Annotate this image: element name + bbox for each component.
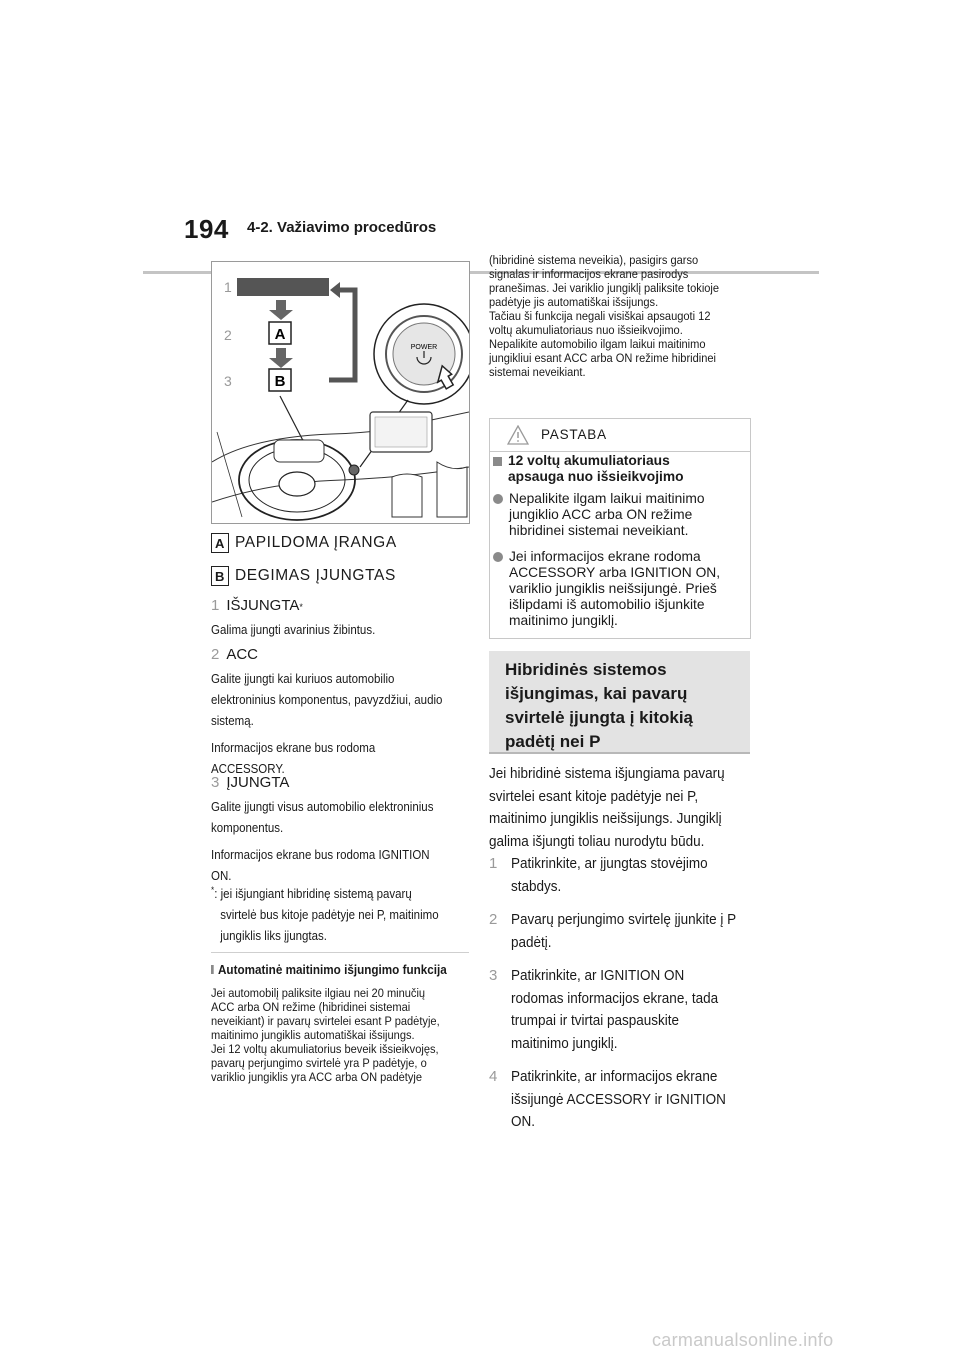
square-bullet-icon: [493, 457, 502, 466]
caution-heading-line: 12 voltų akumuliatoriaus: [508, 453, 670, 468]
auto-off-line: ACC arba ON režime (hibridinei sistemai: [211, 1000, 411, 1014]
fig-label-b: B: [274, 373, 286, 390]
mode-on-line: ON.: [211, 869, 232, 883]
mode-off-footnote-mark: *: [299, 602, 303, 612]
mode-acc: [211, 646, 469, 780]
step-line: Patikrinkite, ar informacijos ekrane: [511, 1068, 718, 1085]
caution-bullet-line: variklio jungiklis neišsijungė. Prieš: [509, 581, 717, 596]
section-banner: [489, 651, 750, 754]
auto-off-continued: [489, 253, 725, 379]
step-item: [489, 909, 751, 954]
step-line: Pavarų perjungimo svirtelę įjunkite į P: [511, 911, 737, 928]
fig-label-a: A: [274, 326, 286, 343]
continued-line: padėtyje jis automatiškai išsijungs.: [489, 295, 659, 309]
caution-bullet-line: Nepalikite ilgam laikui maitinimo: [509, 491, 705, 506]
step-line: stabdys.: [511, 877, 562, 895]
continued-line: pranešimas. Jei variklio jungiklį paliksite tokioje: [489, 281, 720, 295]
caution-box: [489, 418, 751, 639]
continued-line: Nepalikite automobilio ilgam laikui maitinimo: [489, 337, 706, 351]
caution-bullet-line: Jei informacijos ekrane rodoma: [509, 549, 701, 564]
continued-line: jungikliui esant ACC arba ON režime hibridinei: [489, 351, 716, 365]
auto-off-section: [211, 962, 473, 1084]
arrow-down-icon: [269, 300, 293, 320]
mode-off-number: 1: [211, 597, 220, 614]
continued-line: signalas ir informacijos ekrane pasirodys: [489, 267, 689, 281]
section-title: 4-2. Važiavimo procedūros: [247, 219, 437, 236]
caution-bullet-line: ACCESSORY arba IGNITION ON,: [509, 565, 721, 580]
auto-off-line: pavarų perjungimo svirtelė yra P padėtyje, o: [211, 1056, 427, 1070]
steps-list: [489, 853, 751, 1134]
footnote: [211, 880, 469, 947]
step-line: rodomas informacijos ekrane, tada: [511, 989, 719, 1007]
footnote-line: jungiklis liks įjungtas.: [220, 929, 327, 944]
auto-off-line: variklio jungiklis yra ACC arba ON padėtyje: [211, 1070, 422, 1084]
step-item: [489, 853, 751, 898]
section-divider: [211, 952, 469, 953]
warning-triangle-icon: [507, 425, 529, 445]
mode-acc-line: sistemą.: [211, 714, 254, 728]
continued-line: Tačiau ši funkcija negali visiškai apsaugoti 12: [489, 309, 711, 323]
caution-bullet-line: hibridinei sistemai neveikiant.: [509, 523, 689, 538]
banner-line: išjungimas, kai pavarų: [505, 684, 688, 703]
step-number: 1: [489, 855, 498, 872]
intro-paragraph: [489, 763, 751, 853]
page-number: 194: [184, 214, 229, 244]
caution-heading-line: apsauga nuo išsieikvojimo: [508, 469, 684, 484]
mode-off: [211, 597, 469, 641]
fig-step-1: 1: [224, 279, 232, 295]
round-bullet-icon: [493, 552, 503, 562]
auto-off-heading: Automatinė maitinimo išjungimo funkcija: [217, 962, 447, 977]
auto-off-line: maitinimo jungiklis automatiškai išsijungs.: [211, 1028, 415, 1042]
power-switch-location: [349, 465, 359, 475]
fig-step-2: 2: [224, 327, 232, 343]
legend-a-text: PAPILDOMA ĮRANGA: [235, 534, 397, 551]
continued-line: voltų akumuliatoriaus nuo išsieikvojimo.: [489, 323, 683, 337]
mode-acc-line: ACCESSORY.: [211, 762, 285, 776]
mode-off-title: IŠJUNGTA: [226, 597, 300, 614]
legend-b-text: DEGIMAS ĮJUNGTAS: [235, 567, 396, 584]
mode-on: [211, 774, 469, 887]
mode-on-line: komponentus.: [211, 821, 284, 835]
mode-acc-title: ACC: [226, 646, 259, 663]
intro-line: maitinimo jungiklis neišsijungs. Jungiklį: [489, 810, 722, 827]
intro-line: galima išjungti toliau nurodytu būdu.: [489, 832, 705, 850]
intro-line: svirtelei esant kitoje padėtyje nei P,: [489, 787, 699, 805]
banner-line: Hibridinės sistemos: [505, 660, 667, 679]
power-switch-illustration: [211, 261, 470, 524]
legend-b: [211, 566, 396, 586]
step-line: padėtį.: [511, 933, 552, 951]
footnote-line: *: jei išjungiant hibridinę sistemą pavarų: [211, 885, 412, 902]
step-number: 3: [489, 967, 498, 984]
arrow-down-icon: [269, 348, 293, 368]
mode-bar-off: [237, 278, 329, 296]
cycle-arrow-icon: [329, 290, 355, 380]
auto-off-line: Jei automobilį paliksite ilgiau nei 20 minučių: [211, 986, 426, 1000]
legend-b-box: B: [211, 566, 229, 586]
round-bullet-icon: [493, 494, 503, 504]
step-number: 2: [489, 911, 498, 928]
fig-step-3: 3: [224, 373, 232, 389]
mode-acc-line: elektroninius komponentus, pavyzdžiui, audio: [211, 693, 443, 707]
caution-bullet-line: išlipdami iš automobilio išjunkite: [509, 597, 705, 612]
mode-acc-number: 2: [211, 646, 220, 663]
continued-line: (hibridinė sistema neveikia), pasigirs garso: [489, 253, 699, 267]
mode-on-title: ĮJUNGTA: [226, 774, 290, 791]
step-line: maitinimo jungiklį.: [511, 1034, 618, 1052]
meter-cluster: [274, 440, 324, 462]
caution-bullet-line: jungiklio ACC arba ON režime: [509, 507, 693, 522]
caution-bullet-line: maitinimo jungiklį.: [509, 613, 618, 628]
square-bullet-icon: [211, 965, 213, 974]
mode-on-line: Informacijos ekrane bus rodoma IGNITION: [211, 848, 430, 862]
step-line: išsijungė ACCESSORY ir IGNITION: [511, 1090, 726, 1108]
mode-on-line: Galite įjungti visus automobilio elektroninius: [211, 800, 434, 814]
watermark: carmanualsonline.info: [652, 1330, 834, 1350]
step-line: Patikrinkite, ar įjungtas stovėjimo: [511, 855, 708, 872]
footnote-line: svirtelė bus kitoje padėtyje nei P, maitinimo: [220, 908, 439, 923]
footnote-mark: *: [211, 885, 215, 895]
banner-line: svirtelė įjungta į kitokią: [505, 708, 694, 727]
step-line: ON.: [511, 1113, 536, 1130]
step-number: 4: [489, 1068, 498, 1085]
step-line: trumpai ir tvirtai paspauskite: [511, 1012, 680, 1029]
intro-line: Jei hibridinė sistema išjungiama pavarų: [489, 765, 725, 782]
auto-off-line: neveikiant) ir pavarų svirtelei esant P padėtyje,: [211, 1014, 440, 1028]
mode-on-number: 3: [211, 774, 220, 791]
step-item: [489, 1066, 751, 1134]
power-label: POWER: [410, 344, 438, 351]
banner-line: padėtį nei P: [505, 732, 601, 751]
mode-acc-line: Galite įjungti kai kuriuos automobilio: [211, 672, 395, 686]
mode-acc-line: Informacijos ekrane bus rodoma: [211, 741, 376, 755]
step-line: Patikrinkite, ar IGNITION ON: [511, 967, 685, 984]
continued-line: sistemai neveikiant.: [489, 365, 586, 379]
step-item: [489, 965, 751, 1055]
caution-title: PASTABA: [541, 427, 607, 442]
auto-off-line: Jei 12 voltų akumuliatorius beveik išsieikvojęs,: [211, 1042, 439, 1056]
mode-off-desc: Galima įjungti avarinius žibintus.: [211, 623, 376, 637]
legend-a-box: A: [211, 533, 229, 553]
legend-a: [211, 533, 397, 553]
